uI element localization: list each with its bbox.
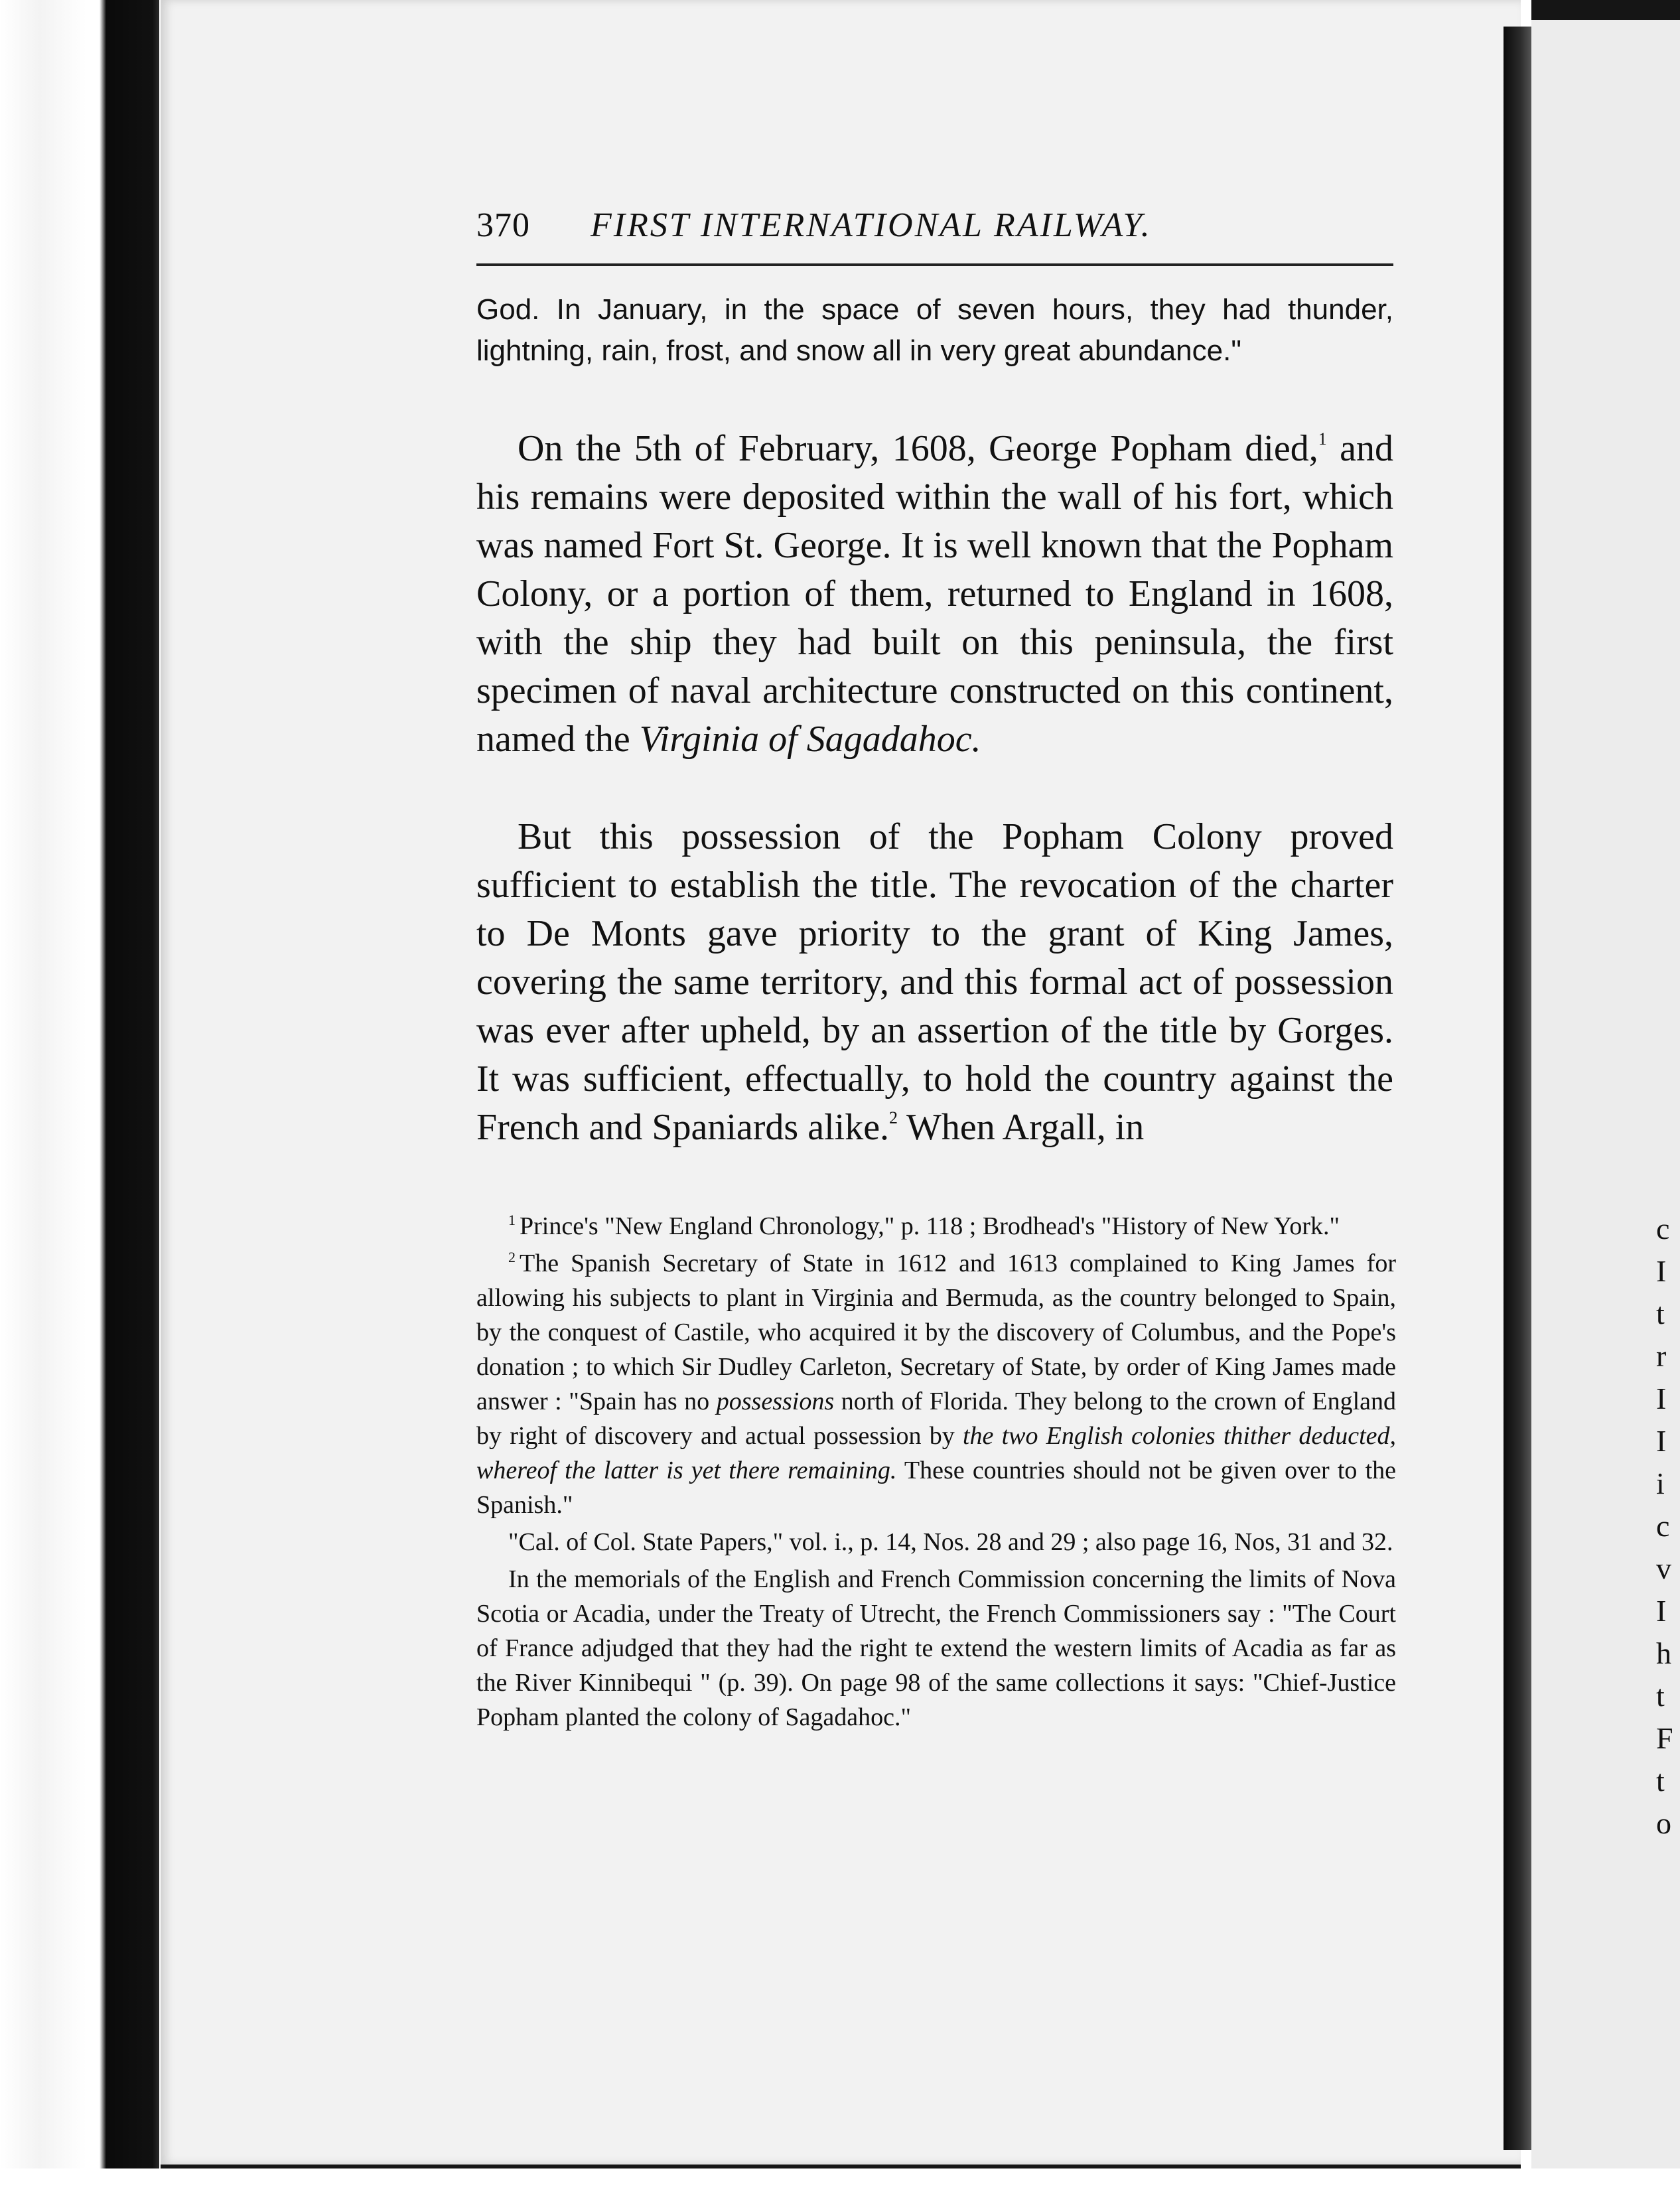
paragraph-1-text-b: and his remains were deposited within the wall of his fort, which was named Fort St. George. It is well known that the Popham Colony, or a portion of them, returned to England in 1608, with the ship they had built on this peninsula, the first specimen of naval architecture constructed on this continent, named the <box>476 428 1393 760</box>
page-header <box>476 206 1392 259</box>
footnote-2 <box>476 1246 1396 1522</box>
paragraph-2-text-b: When Argall, in <box>898 1107 1145 1148</box>
facing-page-edge-text: c I t r I I i c v I h t F t o <box>1656 1212 1673 1840</box>
paragraph-possession-title <box>476 813 1393 1152</box>
footnote-state-papers: "Cal. of Col. State Papers," vol. i., p. 14, Nos. 28 and 29 ; also page 16, Nos, 31 and 32. <box>508 1528 1393 1556</box>
page-number: 370 <box>476 206 530 244</box>
facing-page-top-shadow <box>1531 0 1680 20</box>
footnote-memorials: In the memorials of the English and French Commission concerning the limits of Nova Scotia or Acadia, under the Treaty of Utrecht, the French Commissioners say : "The Court of France adjudged that they had the right te extend the western limits of Acadia as far as the River Kinnibequi " (p. 39). On page 98 of the same collections it says: "Chief-Justice Popham planted the colony of Sagadahoc." <box>476 1565 1396 1731</box>
paragraph-2-text-a: But this possession of the Popham Colony proved sufficient to establish the title. The revocation of the charter to De Monts gave priority to the grant of King James, covering the same territory, and this formal act of possession was ever after upheld, by an assertion of the title by Gorges. It was sufficient, effectually, to hold the country against the French and Spaniards alike. <box>476 816 1393 1148</box>
footnote-2-italic-b: the two English colonies thither deducted, whereof the latter is yet there remaining. <box>476 1422 1397 1484</box>
footnote-2-text-a: The Spanish Secretary of State in 1612 and 1613 complained to King James for allowing his subjects to plant in Virginia and Bermuda, as the country belonged to Spain, by the conquest of Castile, who acquired it by the discovery of Columbus, and the Pope's donation ; to which Sir Dudley Carleton, Secretary of State, by order of King James made answer : "Spain has no <box>476 1249 1396 1415</box>
footnote-1-text: Prince's "New England Chronology," p. 118 ; Brodhead's "History of New York." <box>520 1212 1340 1240</box>
footnote-2-text-c: These countries should not be given over to the Spanish." <box>476 1457 1397 1519</box>
continued-quotation: God. In January, in the space of seven hours, they had thunder, lightning, rain, frost, and snow all in very great abundance." <box>476 293 1393 367</box>
paragraph-popham-death <box>476 425 1393 764</box>
footnote-2-mark: 2 <box>508 1249 516 1265</box>
ship-name: Virginia of Sagadahoc. <box>639 719 981 760</box>
paragraph-1-text-a: On the 5th of February, 1608, George Popham died, <box>518 428 1318 469</box>
footnote-2-italic-a: possessions <box>716 1387 835 1415</box>
facing-page <box>1531 0 1680 2203</box>
bottom-margin <box>0 2168 1680 2203</box>
header-rule <box>476 263 1393 266</box>
footnote-ref-2: 2 <box>889 1108 898 1127</box>
footnotes <box>476 1209 1396 1737</box>
footnote-ref-1: 1 <box>1318 429 1327 449</box>
footnote-1 <box>476 1209 1396 1244</box>
running-title: FIRST INTERNATIONAL RAILWAY. <box>591 206 1152 244</box>
footnote-1-mark: 1 <box>508 1212 516 1228</box>
left-book-gutter <box>0 0 159 2203</box>
page-spine-shadow <box>1504 27 1531 2150</box>
footnote-2-text-b: north of Florida. They belong to the crown of England by right of discovery and actual possession by <box>476 1387 1396 1450</box>
